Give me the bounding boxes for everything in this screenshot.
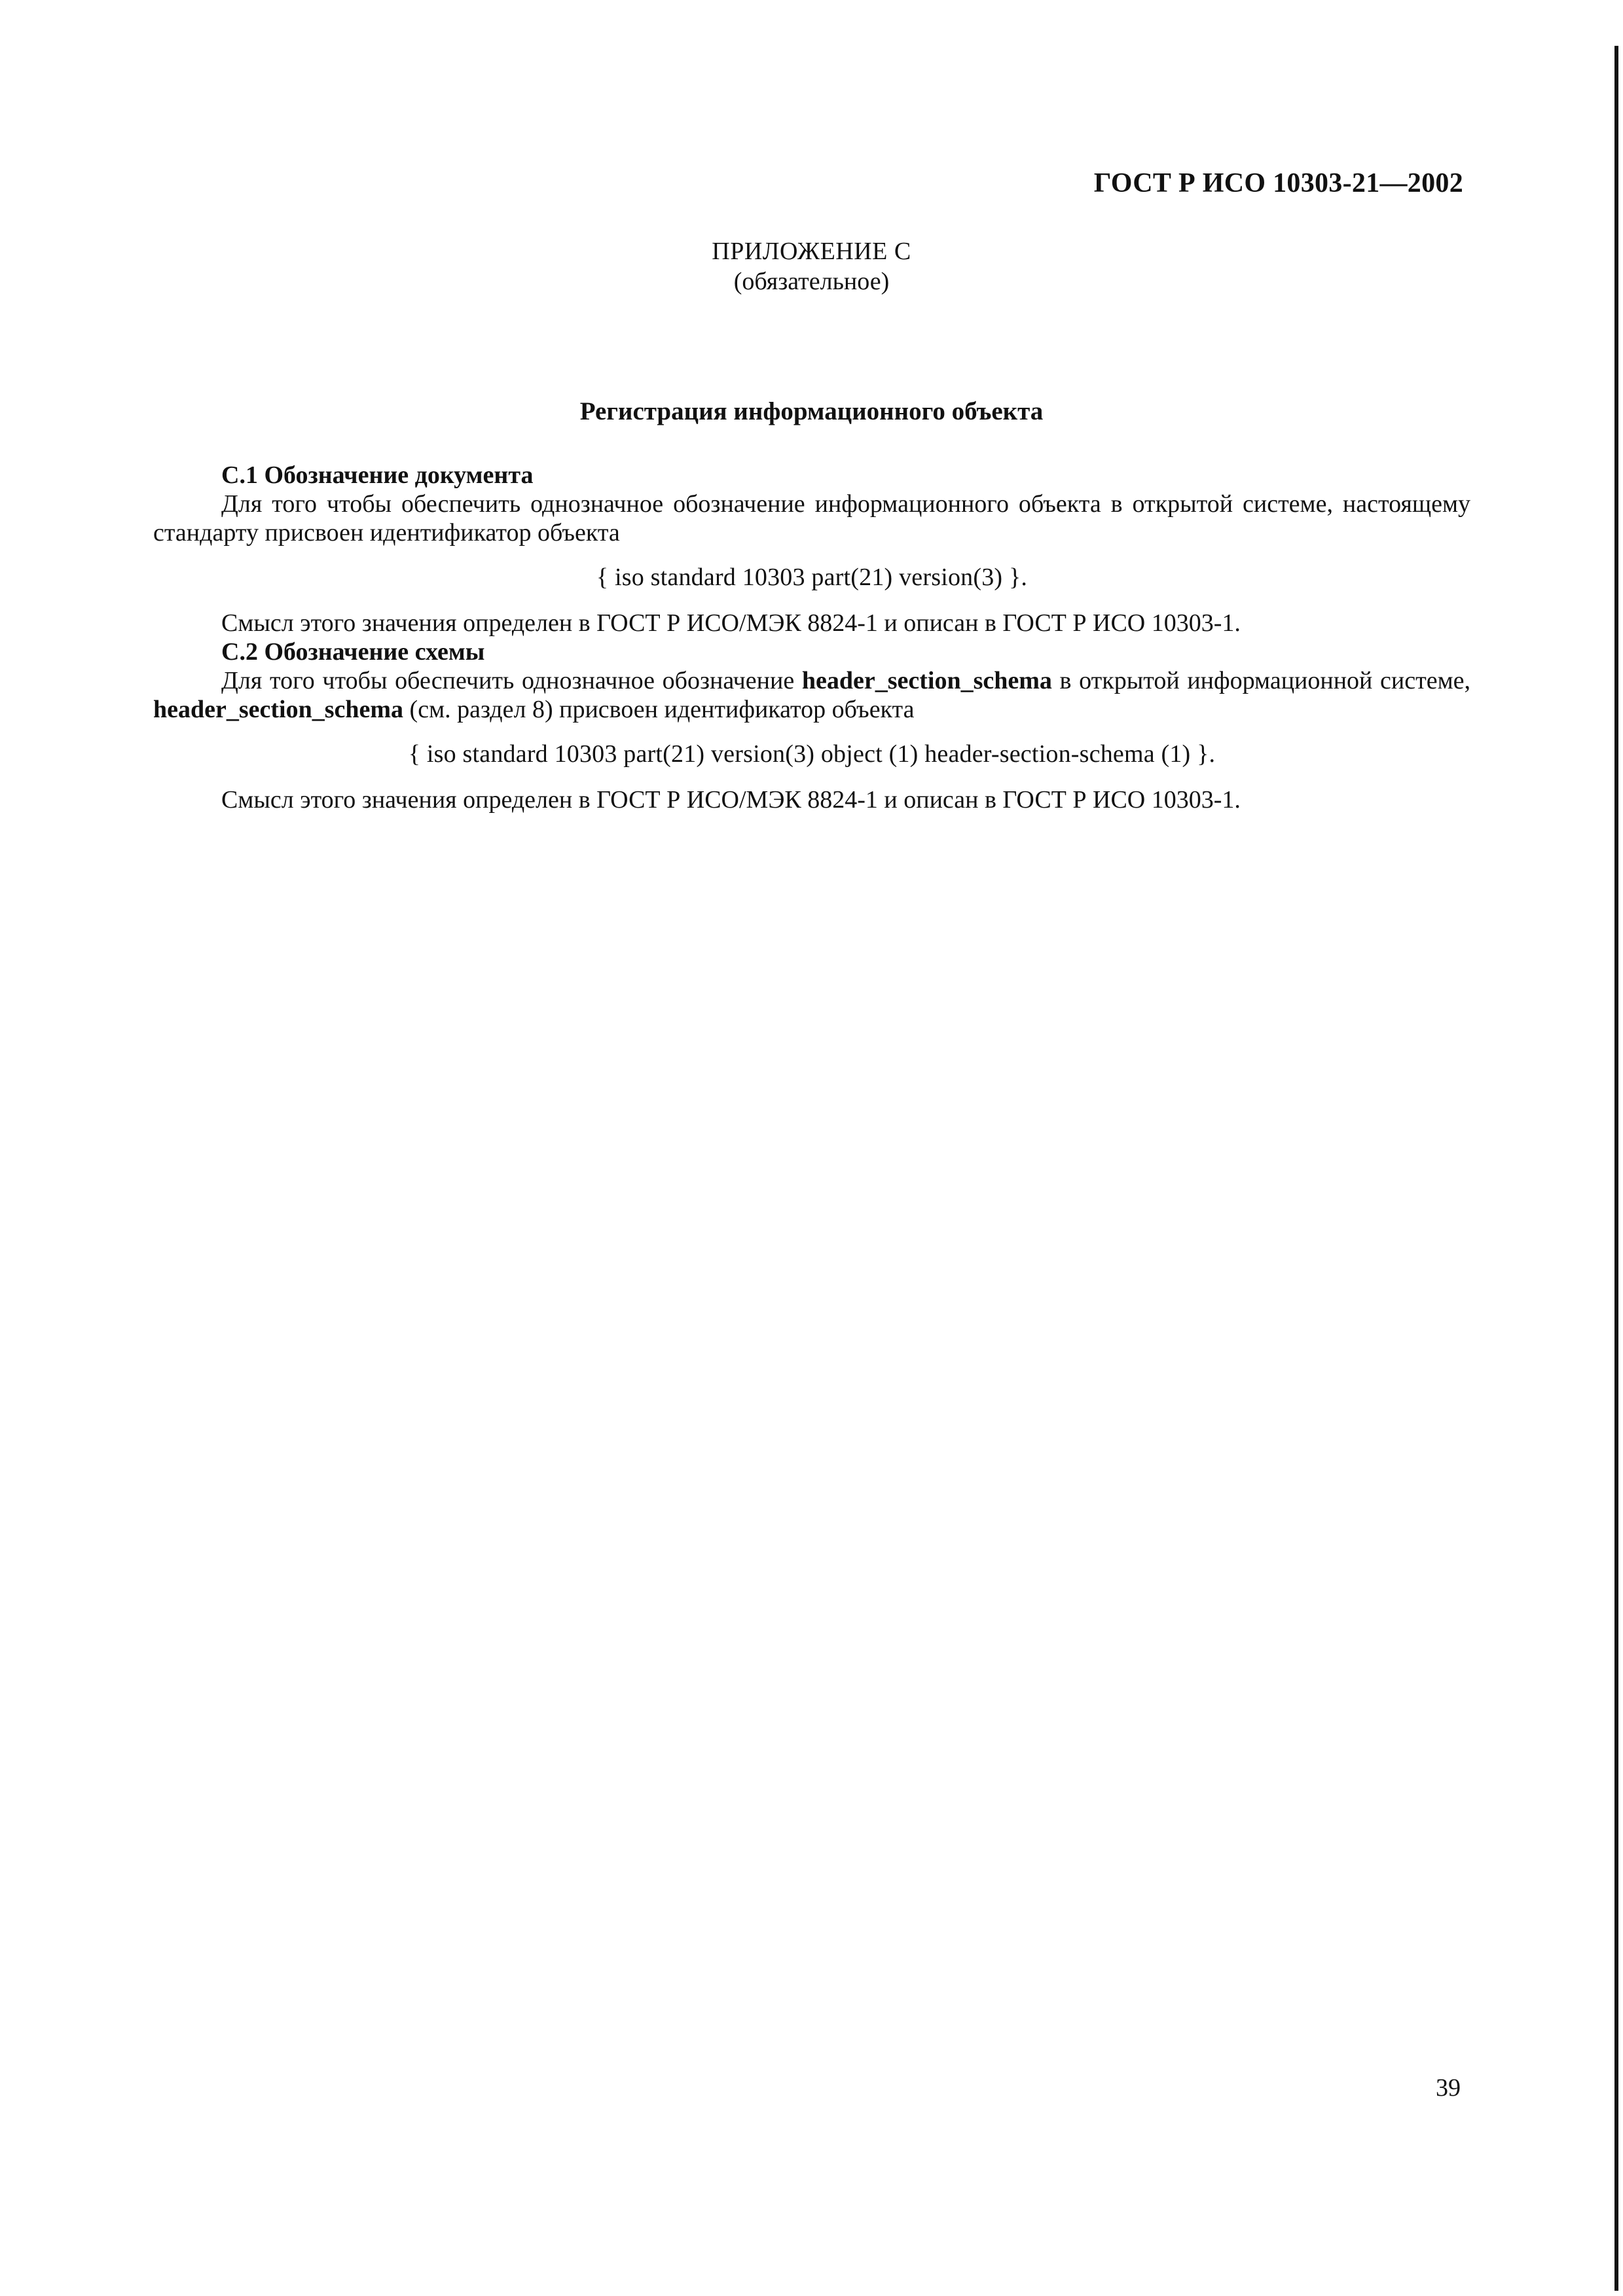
section-c2-text-part-1: Для того чтобы обеспечить однозначное обозначение [221,667,802,694]
section-c1-heading: С.1 Обозначение документа [221,461,534,489]
document-code: ГОСТ Р ИСО 10303-21—2002 [1093,168,1463,198]
schema-name-term: header_section_schema [801,667,1052,694]
section-c1-paragraph-1: Для того чтобы обеспечить однозначное обозначение информационного объекта в открытой системе, настоящему стандарту присвоен идентификатор объекта [153,490,1470,547]
appendix-subtitle: (обязательное) [733,268,890,295]
section-c2-formula: { iso standard 10303 part(21) version(3) object (1) header-section-schema (1) }. [408,740,1216,768]
page-edge-border [1614,46,1618,2291]
section-c2-heading: С.2 Обозначение схемы [221,638,485,666]
main-heading: Регистрация информационного объекта [579,397,1044,425]
section-c2-paragraph-2: Смысл этого значения определен в ГОСТ Р ИСО/МЭК 8824-1 и описан в ГОСТ Р ИСО 10303-1. [221,786,1241,814]
section-c2-paragraph-1 [153,666,1470,724]
section-c1-paragraph-2: Смысл этого значения определен в ГОСТ Р ИСО/МЭК 8824-1 и описан в ГОСТ Р ИСО 10303-1. [221,609,1241,637]
schema-name-term-2: header_section_schema [153,696,404,723]
section-c2-text-part-3: (см. раздел 8) присвоен идентификатор объекта [403,696,915,723]
appendix-title: ПРИЛОЖЕНИЕ С [712,238,911,265]
page-number: 39 [1436,2074,1461,2102]
document-body [153,461,1470,814]
section-c1-formula: { iso standard 10303 part(21) version(3) }. [596,564,1028,591]
section-c2-text-part-2: в открытой информационной системе, [1051,667,1470,694]
